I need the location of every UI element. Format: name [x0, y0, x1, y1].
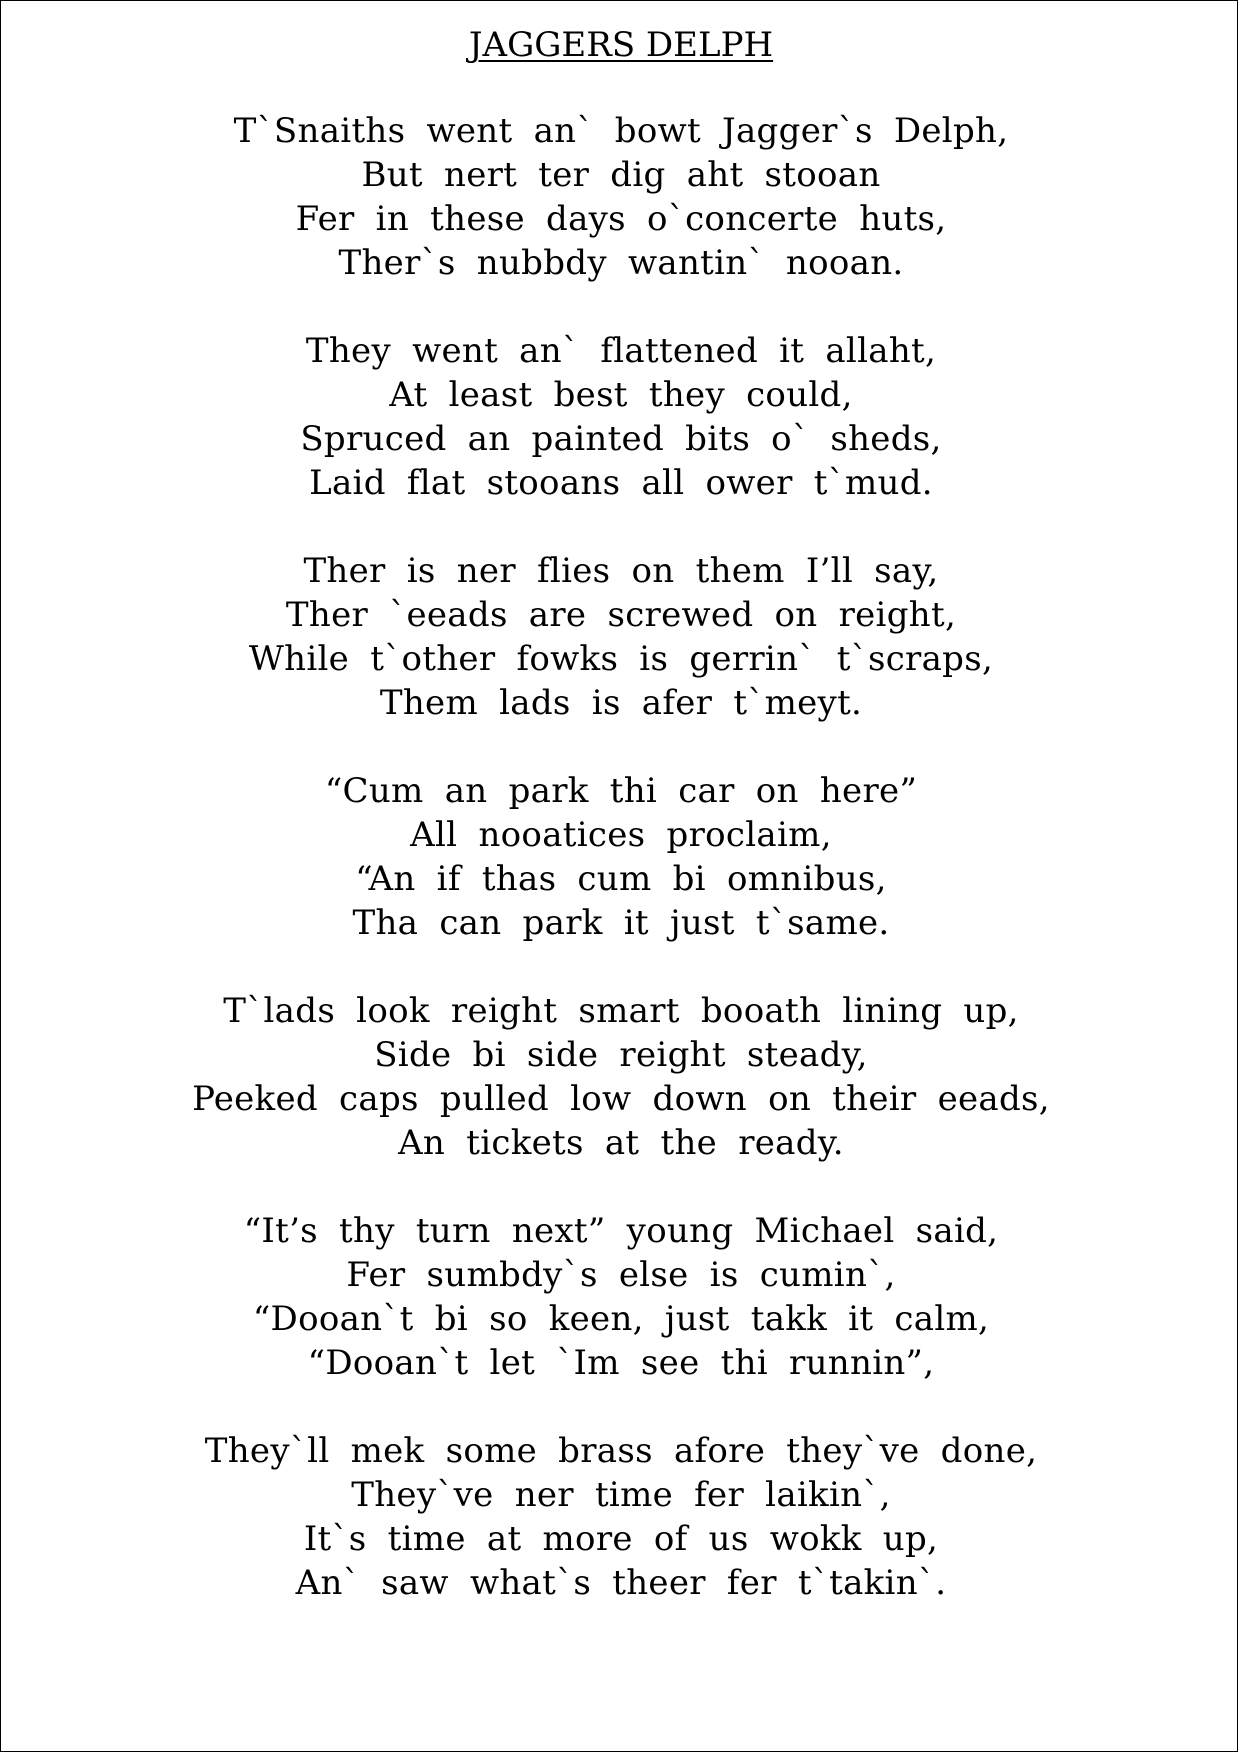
stanza-4 — [1, 769, 1240, 945]
poem-line: They`ve ner time fer laikin`, — [351, 1475, 891, 1515]
poem-line: Peeked caps pulled low down on their eeads, — [192, 1079, 1050, 1119]
poem — [1, 21, 1240, 1649]
stanza-5 — [1, 989, 1240, 1165]
poem-line: They went an` flattened it allaht, — [305, 331, 937, 371]
poem-line: Side bi side reight steady, — [374, 1035, 868, 1075]
poem-line: “It’s thy turn next” young Michael said, — [243, 1211, 999, 1251]
poem-line: T`lads look reight smart booath lining up, — [223, 991, 1019, 1031]
poem-line: Fer in these days o`concerte huts, — [295, 199, 947, 239]
poem-line: “Cum an park thi car on here” — [324, 771, 918, 811]
stanza-6 — [1, 1209, 1240, 1385]
poem-line: At least best they could, — [389, 375, 853, 415]
stanza-2 — [1, 329, 1240, 505]
poem-line: T`Snaiths went an` bowt Jagger`s Delph, — [233, 111, 1009, 151]
poem-line: But nert ter dig aht stooan — [361, 155, 881, 195]
poem-line: Tha can park it just t`same. — [352, 903, 890, 943]
poem-line: Ther `eeads are screwed on reight, — [285, 595, 957, 635]
poem-line: Ther`s nubbdy wantin` nooan. — [338, 243, 904, 283]
poem-line: All nooatices proclaim, — [410, 815, 832, 855]
stanza-7 — [1, 1429, 1240, 1605]
poem-line: It`s time at more of us wokk up, — [303, 1519, 939, 1559]
poem-line: Spruced an painted bits o` sheds, — [300, 419, 942, 459]
poem-title: JAGGERS DELPH — [468, 25, 774, 65]
poem-line: “Dooan`t bi so keen, just takk it calm, — [252, 1299, 990, 1339]
poem-line: An tickets at the ready. — [398, 1123, 844, 1163]
poem-line: While t`other fowks is gerrin` t`scraps, — [248, 639, 994, 679]
stanza-1 — [1, 109, 1240, 285]
poem-line: An` saw what`s theer fer t`takin`. — [295, 1563, 947, 1603]
poem-line: Ther is ner flies on them I’ll say, — [303, 551, 939, 591]
poem-line: “An if thas cum bi omnibus, — [355, 859, 887, 899]
poem-line: They`ll mek some brass afore they`ve done, — [204, 1431, 1038, 1471]
stanza-3 — [1, 549, 1240, 725]
poem-line: Fer sumbdy`s else is cumin`, — [346, 1255, 896, 1295]
poem-line: Them lads is afer t`meyt. — [379, 683, 863, 723]
poem-line: “Dooan`t let `Im see thi runnin”, — [307, 1343, 935, 1383]
poem-line: Laid flat stooans all ower t`mud. — [309, 463, 933, 503]
